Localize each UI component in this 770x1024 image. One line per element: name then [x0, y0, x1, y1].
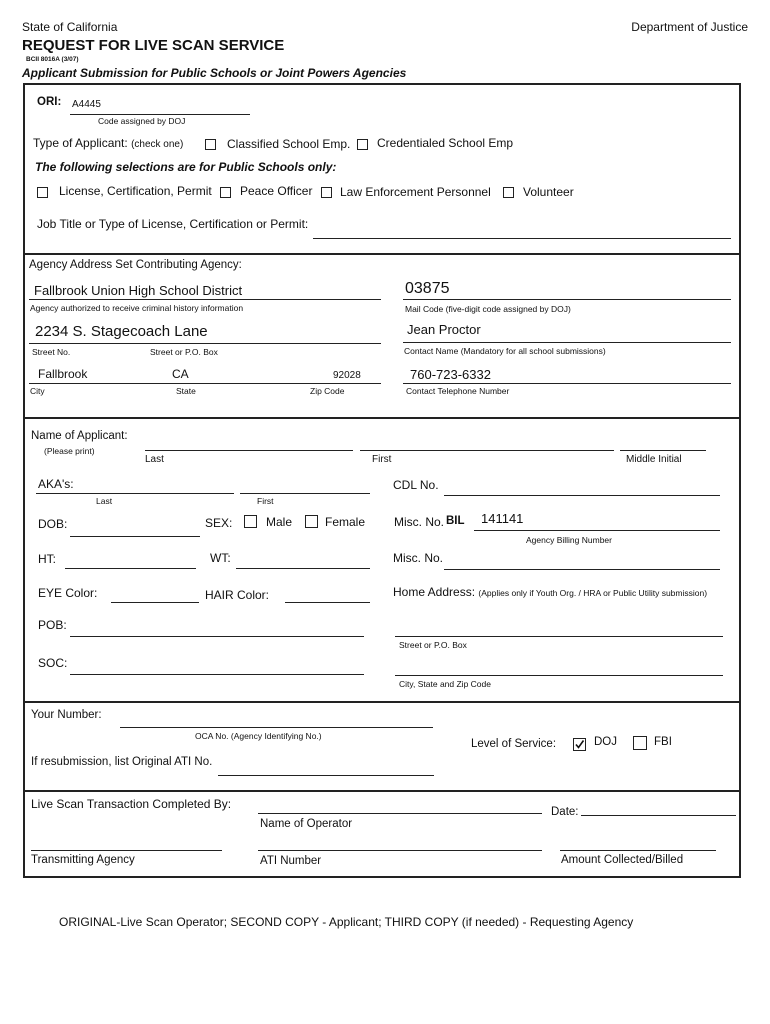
contact-caption: Contact Name (Mandatory for all school submissions): [404, 346, 606, 356]
pob-line[interactable]: [70, 636, 364, 637]
transmitting-caption: Transmitting Agency: [31, 854, 135, 866]
aka-first-line[interactable]: [240, 493, 370, 494]
female-checkbox[interactable]: [305, 515, 318, 528]
pob-label: POB:: [38, 618, 67, 632]
misc1-prefix: BIL: [446, 515, 465, 527]
city-caption: City: [30, 386, 45, 396]
home-address-label: Home Address: (Applies only if Youth Org. / HRA or Public Utility submission): [393, 585, 708, 599]
aka-last-caption: Last: [96, 496, 113, 506]
ati-original-line[interactable]: [218, 775, 434, 776]
ori-caption: Code assigned by DOJ: [98, 116, 186, 126]
fbi-label: FBI: [654, 736, 672, 748]
license-checkbox[interactable]: [37, 187, 48, 198]
job-title-line[interactable]: [313, 238, 731, 239]
street-line: [29, 343, 381, 344]
dob-label: DOB:: [38, 517, 68, 531]
street-value[interactable]: 2234 S. Stagecoach Lane: [35, 323, 208, 340]
doj-checkbox[interactable]: [573, 738, 586, 751]
law-enforcement-checkbox[interactable]: [321, 187, 332, 198]
aka-last-line[interactable]: [36, 493, 234, 494]
phone-line: [403, 383, 731, 384]
cdl-label: CDL No.: [393, 478, 439, 492]
female-label: Female: [325, 515, 366, 529]
ori-value[interactable]: A4445: [72, 99, 101, 110]
date-line[interactable]: [581, 815, 736, 816]
male-label: Male: [266, 515, 293, 529]
first-caption: First: [372, 454, 392, 465]
volunteer-label: Volunteer: [523, 185, 574, 199]
misc2-line[interactable]: [444, 569, 720, 570]
aka-first-caption: First: [257, 496, 274, 506]
eye-color-label: EYE Color:: [38, 586, 98, 600]
mail-code-caption: Mail Code (five-digit code assigned by DOJ): [405, 304, 571, 314]
city-line: [29, 383, 381, 384]
mail-code-line: [403, 299, 731, 300]
job-title-label: Job Title or Type of License, Certification or Permit:: [37, 217, 309, 231]
form-number: BCII 8016A (3/07): [26, 56, 79, 63]
contact-name-value[interactable]: Jean Proctor: [407, 322, 481, 337]
operator-caption: Name of Operator: [260, 818, 353, 830]
law-enforcement-label: Law Enforcement Personnel: [340, 185, 491, 199]
zip-value[interactable]: 92028: [333, 370, 361, 381]
wt-line[interactable]: [236, 568, 370, 569]
name-hint: (Please print): [44, 446, 95, 456]
misc1-line: [474, 530, 720, 531]
contact-name-line: [403, 342, 731, 343]
male-checkbox[interactable]: [244, 515, 257, 528]
cdl-line[interactable]: [444, 495, 720, 496]
peace-officer-checkbox[interactable]: [220, 187, 231, 198]
fbi-checkbox[interactable]: [633, 736, 647, 750]
distribution-note: ORIGINAL-Live Scan Operator; SECOND COPY - Applicant; THIRD COPY (if needed) - Requesting Agency: [59, 915, 634, 929]
ati-number-line[interactable]: [258, 850, 542, 851]
billing-caption: Agency Billing Number: [526, 535, 612, 545]
form-title: REQUEST FOR LIVE SCAN SERVICE: [22, 37, 285, 54]
ori-line: [70, 114, 250, 115]
soc-label: SOC:: [38, 656, 68, 670]
doj-label: DOJ: [594, 736, 617, 748]
classified-checkbox[interactable]: [205, 139, 216, 150]
agency-name-value[interactable]: Fallbrook Union High School District: [34, 283, 243, 298]
your-number-label: Your Number:: [31, 709, 102, 721]
aka-label: AKA's:: [38, 477, 74, 491]
last-name-line[interactable]: [145, 450, 353, 451]
ori-label: ORI:: [37, 96, 62, 108]
mail-code-value[interactable]: 03875: [405, 280, 450, 297]
ht-label: HT:: [38, 552, 56, 566]
operator-line[interactable]: [258, 813, 542, 814]
hair-color-label: HAIR Color:: [205, 588, 270, 602]
sex-label: SEX:: [205, 516, 233, 530]
eye-color-line[interactable]: [111, 602, 199, 603]
state-label: State of California: [22, 20, 118, 34]
ht-line[interactable]: [65, 568, 196, 569]
home-street-line[interactable]: [395, 636, 723, 637]
misc1-label: Misc. No.: [394, 515, 445, 529]
transmitting-agency-line[interactable]: [31, 850, 222, 851]
check-icon: [574, 739, 585, 750]
resubmission-label: If resubmission, list Original ATI No.: [31, 756, 213, 768]
classified-label: Classified School Emp.: [227, 137, 351, 151]
hair-color-line[interactable]: [285, 602, 370, 603]
first-name-line[interactable]: [360, 450, 614, 451]
misc1-value[interactable]: 141141: [481, 511, 524, 526]
license-label: License, Certification, Permit: [59, 184, 212, 198]
last-caption: Last: [145, 454, 164, 465]
phone-value[interactable]: 760-723-6332: [410, 367, 491, 382]
street-no-caption: Street No.: [32, 347, 71, 357]
home-csz-caption: City, State and Zip Code: [399, 679, 491, 689]
agency-caption: Agency authorized to receive criminal history information: [30, 303, 244, 313]
credentialed-label: Credentialed School Emp: [377, 136, 514, 150]
home-csz-line[interactable]: [395, 675, 723, 676]
misc2-label: Misc. No.: [393, 551, 444, 565]
date-label: Date:: [551, 806, 579, 818]
oca-line[interactable]: [120, 727, 433, 728]
dob-line[interactable]: [70, 536, 200, 537]
soc-line[interactable]: [70, 674, 364, 675]
state-caption: State: [176, 386, 196, 396]
public-schools-note: The following selections are for Public Schools only:: [35, 160, 337, 174]
credentialed-checkbox[interactable]: [357, 139, 368, 150]
form-subtitle: Applicant Submission for Public Schools or Joint Powers Agencies: [22, 66, 407, 80]
wt-label: WT:: [210, 551, 231, 565]
home-street-caption: Street or P.O. Box: [399, 640, 467, 650]
amount-line[interactable]: [560, 850, 716, 851]
completed-by-label: Live Scan Transaction Completed By:: [31, 797, 232, 811]
oca-caption: OCA No. (Agency Identifying No.): [195, 731, 322, 741]
amount-caption: Amount Collected/Billed: [561, 854, 684, 866]
name-label: Name of Applicant:: [31, 430, 128, 442]
phone-caption: Contact Telephone Number: [406, 386, 510, 396]
department-label: Department of Justice: [631, 20, 748, 34]
city-value[interactable]: Fallbrook: [38, 367, 88, 381]
level-of-service-label: Level of Service:: [471, 738, 557, 750]
agency-name-line: [29, 299, 381, 300]
street-caption: Street or P.O. Box: [150, 347, 218, 357]
state-value[interactable]: CA: [172, 367, 189, 381]
agency-heading: Agency Address Set Contributing Agency:: [29, 259, 242, 271]
type-of-applicant-label: Type of Applicant: (check one): [33, 136, 184, 150]
volunteer-checkbox[interactable]: [503, 187, 514, 198]
middle-initial-line[interactable]: [620, 450, 706, 451]
zip-caption: Zip Code: [310, 386, 345, 396]
ati-caption: ATI Number: [260, 855, 322, 867]
peace-officer-label: Peace Officer: [240, 184, 313, 198]
middle-caption: Middle Initial: [626, 454, 682, 465]
